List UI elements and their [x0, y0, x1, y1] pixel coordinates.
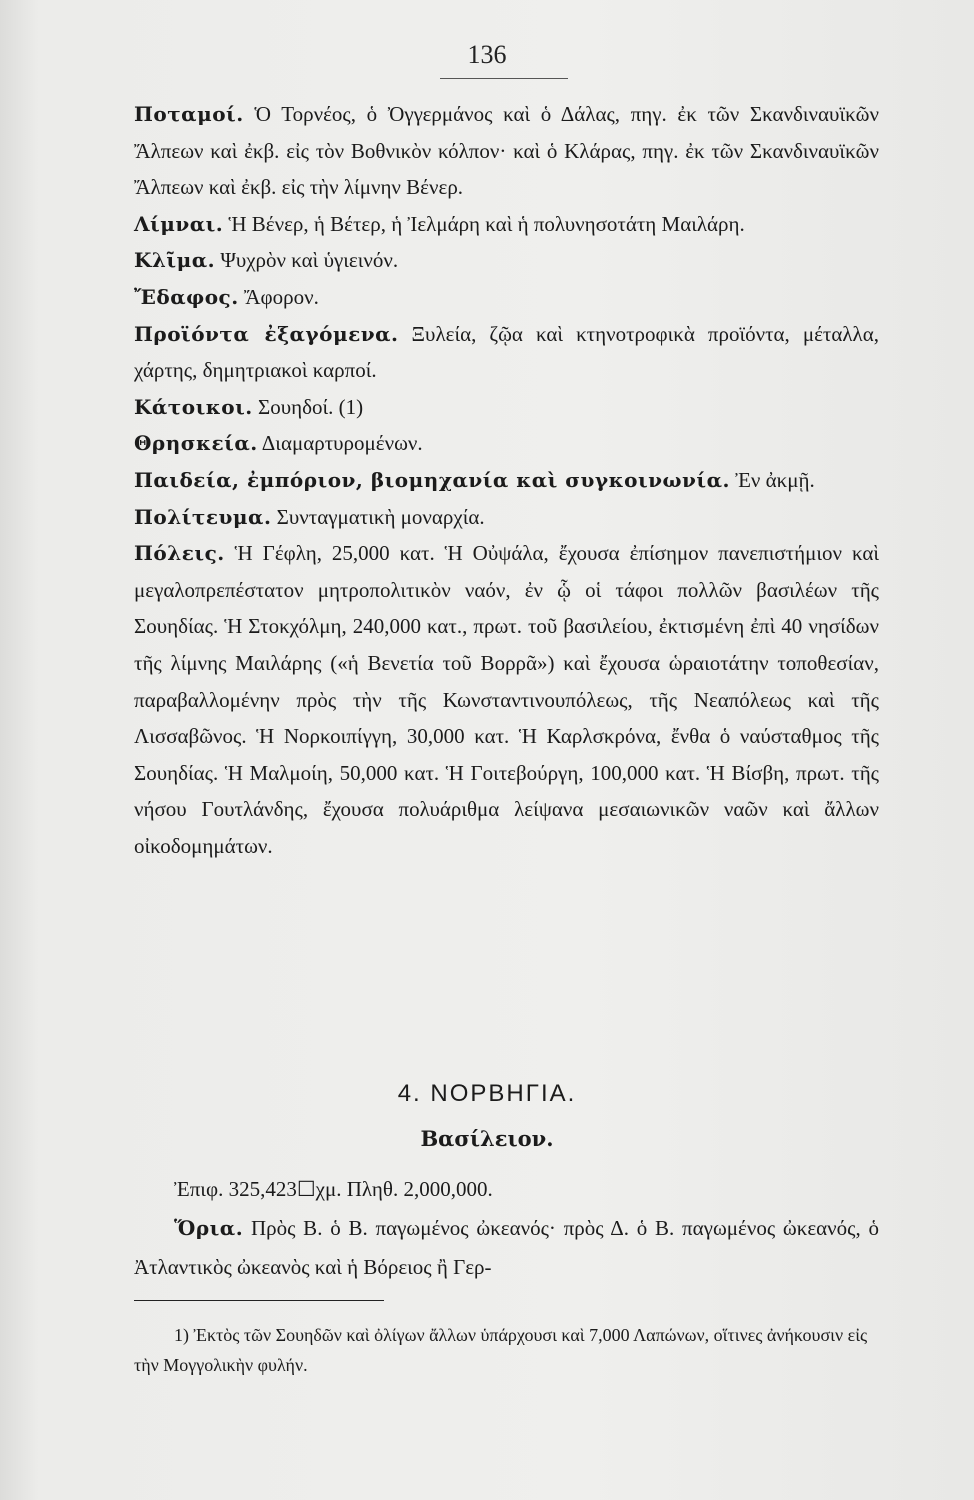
- text-religion: Διαμαρτυρομένων.: [257, 431, 423, 456]
- text-lakes: Ἡ Βένερ, ἡ Βέτερ, ἡ Ἰελμάρη καὶ ἡ πολυνησοτάτη Μαιλάρη.: [223, 211, 745, 236]
- heading-climate: Κλῖμα.: [134, 248, 216, 273]
- section-subtitle: Βασίλειον.: [420, 1126, 554, 1151]
- text-climate: Ψυχρὸν καὶ ὑγιεινόν.: [215, 248, 399, 273]
- paragraph-lakes: [134, 206, 879, 243]
- heading-lakes: Λίμναι.: [134, 211, 224, 236]
- text-education: Ἐν ἀκμῇ.: [729, 467, 815, 492]
- text-inhabitants: Σουηδοί. (1): [252, 394, 364, 419]
- footnote: [134, 1320, 879, 1380]
- paragraph-exports: [134, 316, 879, 389]
- paragraph-cities: [134, 535, 879, 864]
- paragraph-inhabitants: [134, 389, 879, 426]
- heading-cities: Πόλεις.: [134, 541, 225, 566]
- norway-text: [134, 1170, 879, 1287]
- page-number: 136: [467, 40, 507, 69]
- heading-education: Παιδεία, ἐμπόριον, βιομηχανία καὶ συγκοινωνία.: [134, 467, 730, 492]
- text-government: Συνταγματικὴ μοναρχία.: [271, 504, 485, 529]
- stats-line: Ἐπιφ. 325,423☐χμ. Πληθ. 2,000,000.: [174, 1177, 493, 1201]
- paragraph-religion: [134, 425, 879, 462]
- heading-inhabitants: Κάτοικοι.: [134, 394, 253, 419]
- main-text: [134, 96, 879, 864]
- heading-rivers: Ποταμοί.: [134, 102, 244, 126]
- text-soil: Ἄφορον.: [238, 284, 319, 309]
- text-rivers: Ὁ Τορνέος, ὁ Ὀγγερμάνος καὶ ὁ Δάλας, πηγ. ἐκ τῶν Σκανδιναυϊκῶν Ἄλπεων καὶ ἐκβ. εἰς τὸν Βοθνικὸν κόλπον· καὶ ὁ Κλάρας, πηγ. ἐκ τῶν Σκανδιναυϊκῶν Ἄλπεων καὶ ἐκβ. εἰς τὴν λίμνην Βένερ.: [134, 102, 879, 200]
- heading-soil: Ἔδαφος.: [134, 284, 239, 309]
- heading-religion: Θρησκεία.: [134, 431, 258, 456]
- footnote-marker: 1): [174, 1325, 189, 1345]
- paragraph-climate: [134, 242, 879, 279]
- paragraph-rivers: [134, 96, 879, 206]
- paragraph-education: [134, 462, 879, 499]
- footnote-rule: [134, 1300, 384, 1301]
- section-title: 4. ΝΟΡΒΗΓΙΑ.: [397, 1080, 577, 1107]
- text-exports: Ξυλεία, ζῷα καὶ κτηνοτροφικὰ προϊόντα, μέταλλα, χάρτης, δημητριακοὶ καρποί.: [134, 321, 879, 383]
- page-number-rule: [440, 78, 568, 79]
- paragraph-government: [134, 499, 879, 536]
- footnote-paragraph: [134, 1320, 879, 1380]
- text-cities: Ἡ Γέφλη, 25,000 κατ. Ἡ Οὐψάλα, ἔχουσα ἐπίσημον πανεπιστήμιον καὶ μεγαλοπρεπέστατον μητροπολιτικὸν ναόν, ἐν ᾧ οἱ τάφοι πολλῶν βασιλέων τῆς Σουηδίας. Ἡ Στοκχόλμη, 240,000 κατ., πρωτ. τοῦ βασιλείου, ἐκτισμένη ἐπὶ 40 νησίδων τῆς λίμνης Μαιλάρης («ἡ Βενετία τοῦ Βορρᾶ») καὶ ἔχουσα ὡραιοτάτην τοποθεσίαν, παραβαλλομένην πρὸς τὴν τῆς Κωνσταντινουπόλεως, τῆς Νεαπόλεως καὶ τῆς Λισσαβῶνος. Ἡ Νορκοιπίγγη, 30,000 κατ. Ἡ Καρλσκρόνα, ἔνθα ὁ ναύσταθμος τῆς Σουηδίας. Ἡ Μαλμοίη, 50,000 κατ. Ἡ Γοιτεβούργη, 100,000 κατ. Ἡ Βίσβη, πρωτ. τῆς νήσου Γουτλάνδης, ἔχουσα πολυάριθμα λείψανα μεσαιωνικῶν ναῶν καὶ ἄλλων οἰκοδομημάτων.: [134, 541, 879, 858]
- heading-borders: Ὅρια.: [174, 1216, 244, 1240]
- text-borders: Πρὸς Β. ὁ Β. παγωμένος ὠκεανός· πρὸς Δ. ὁ Β. παγωμένος ὠκεανός, ὁ Ἀτλαντικὸς ὠκεανὸς καὶ ἡ Βόρειος ἢ Γερ-: [134, 1216, 879, 1279]
- paragraph-borders: [134, 1209, 879, 1287]
- footnote-text: Ἐκτὸς τῶν Σουηδῶν καὶ ὀλίγων ἄλλων ὑπάρχουσι καὶ 7,000 Λαπώνων, οἵτινες ἀνήκουσιν εἰς τὴν Μογγολικὴν φυλήν.: [134, 1325, 868, 1375]
- paragraph-soil: [134, 279, 879, 316]
- heading-government: Πολίτευμα.: [134, 504, 272, 529]
- heading-exports: Προϊόντα ἐξαγόμενα.: [134, 321, 399, 346]
